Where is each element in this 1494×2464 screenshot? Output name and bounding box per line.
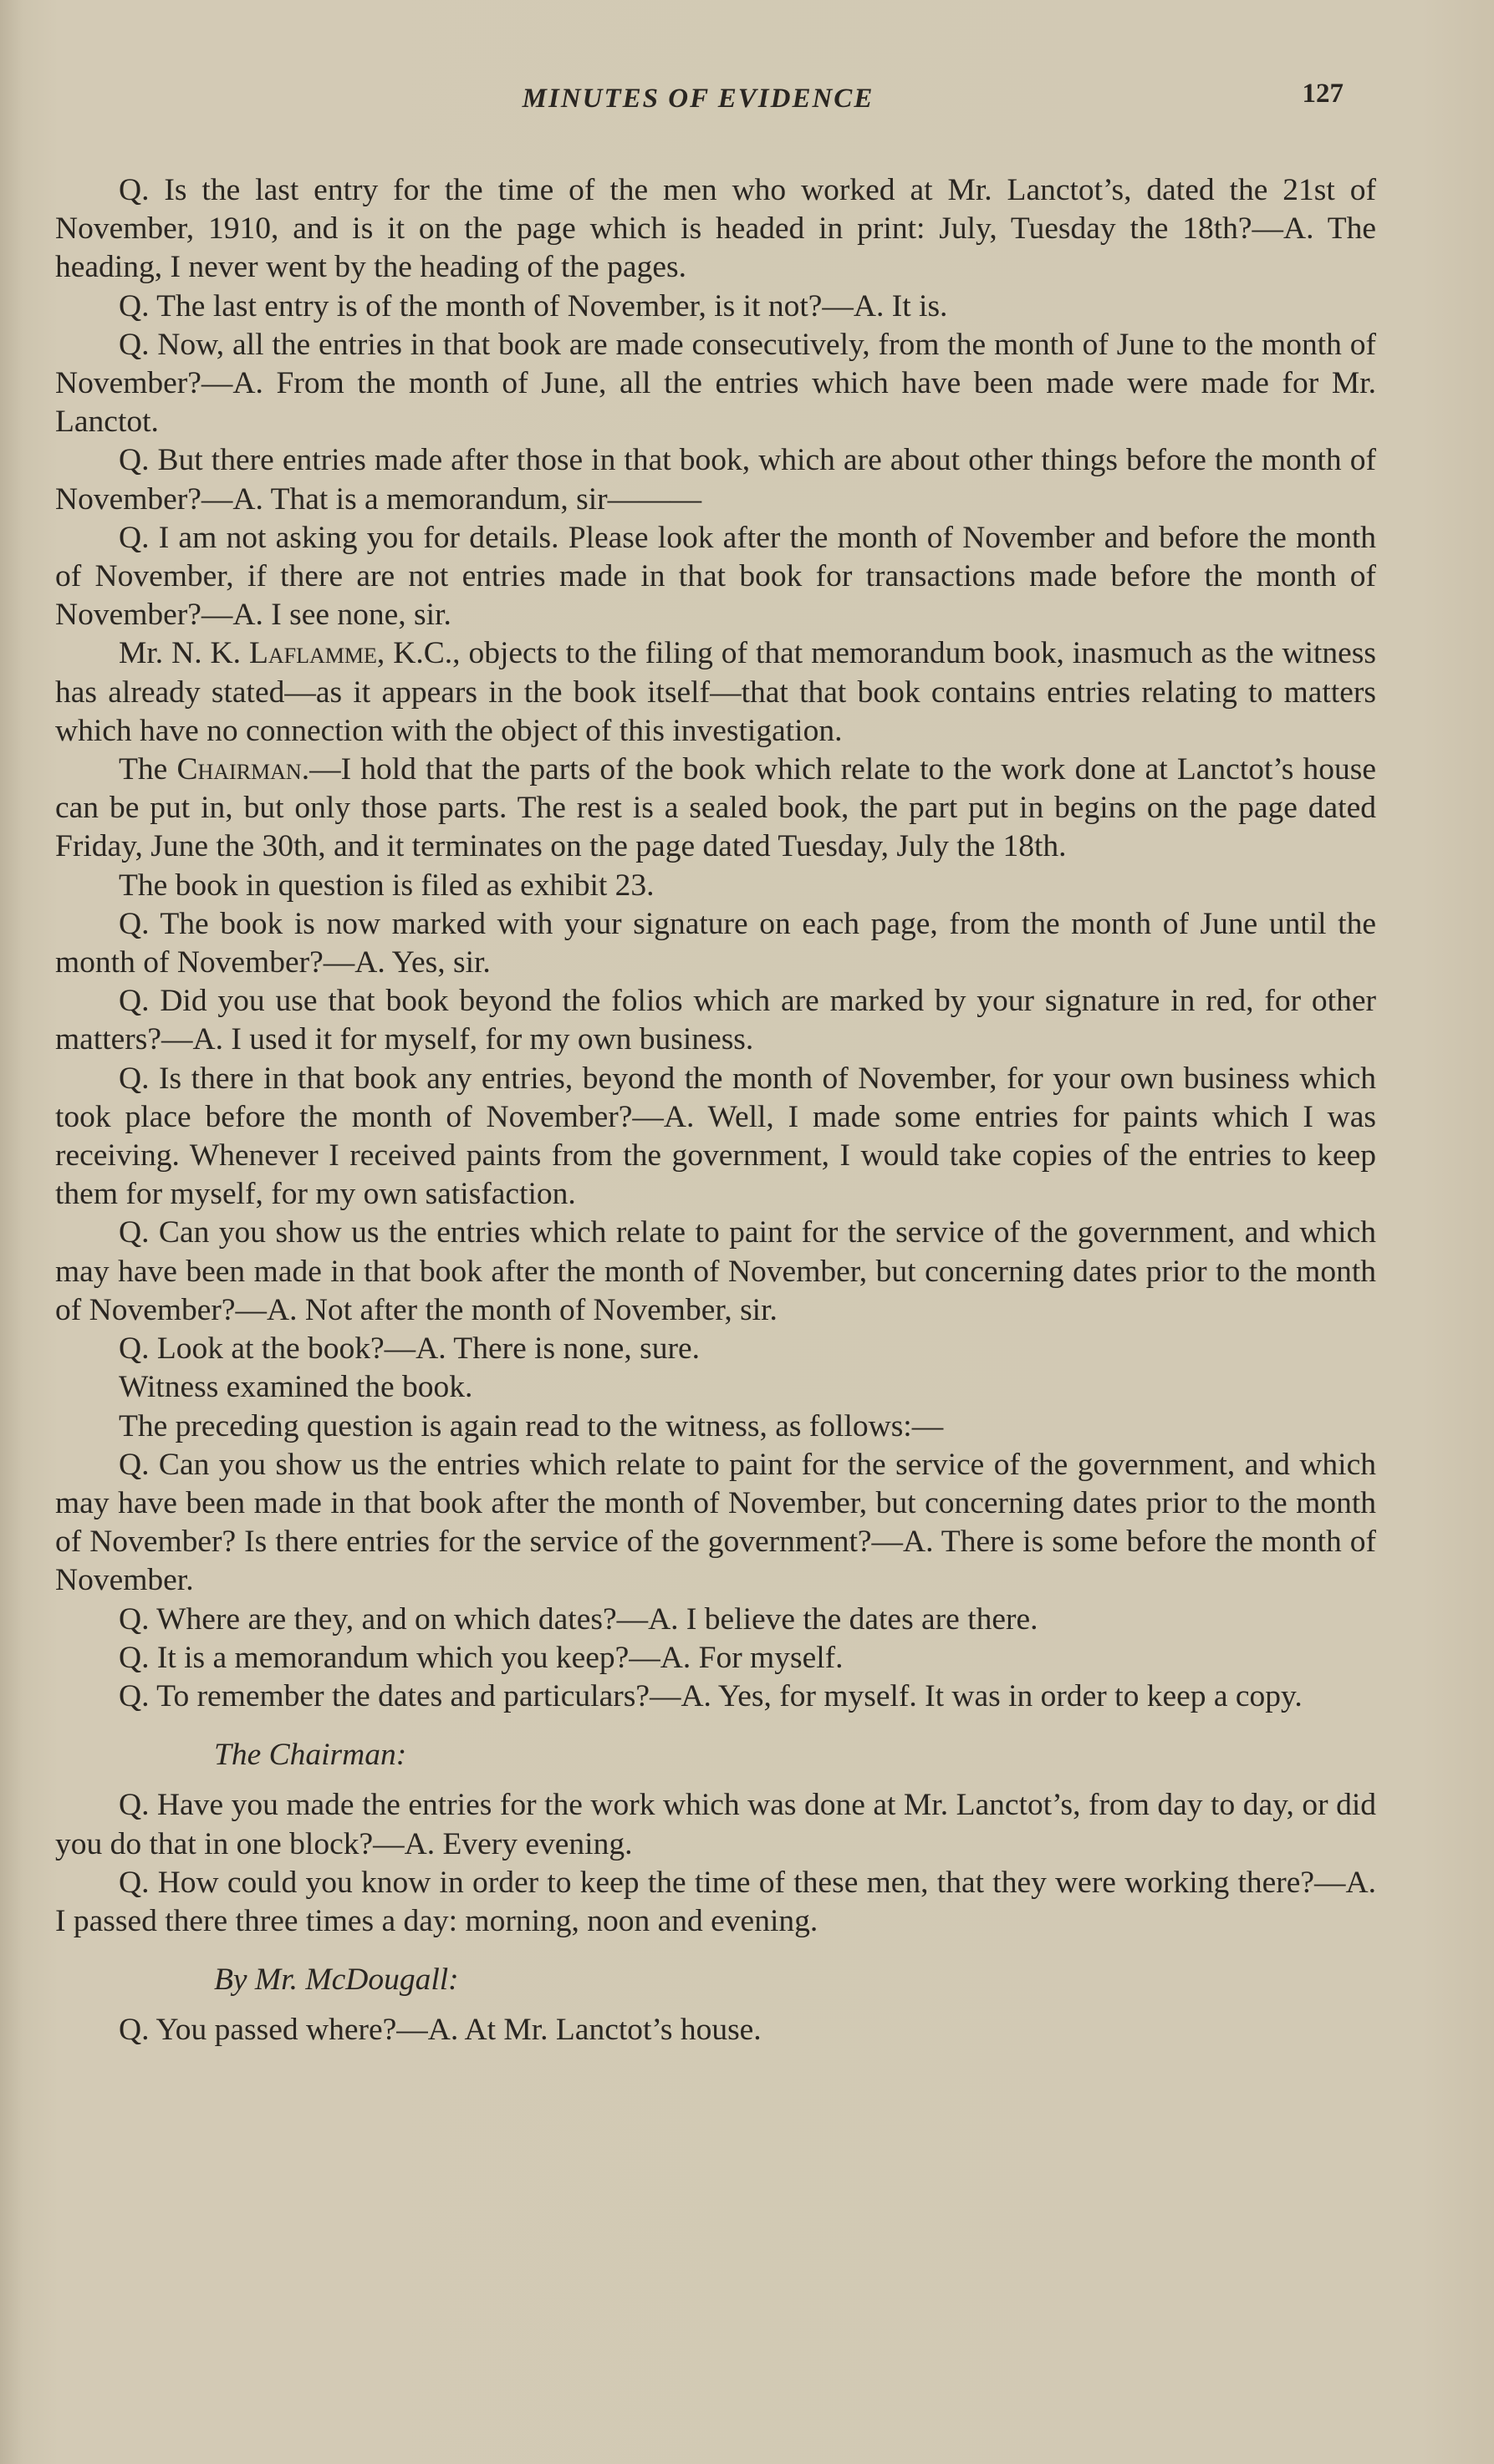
paragraph: Q. How could you know in order to keep the time of these men, that they were working there?—A. I passed there three times a day: morning, noon and evening. [55, 1865, 1376, 1938]
paragraph: Q. To remember the dates and particulars?—A. Yes, for myself. It was in order to keep a copy. [119, 1678, 1303, 1713]
paragraph: Q. You passed where?—A. At Mr. Lanctot’s house. [119, 2013, 762, 2048]
minutes-body [55, 171, 1376, 2050]
paragraph: Q. Is there in that book any entries, beyond the month of November, for your own business which took place before the month of November?—A. Well, I made some entries for paints which I was receiving. Whenever I received paints from the government, I would take copies of the entries to keep them for myself, for my own satisfaction. [55, 1061, 1376, 1212]
page-number: 127 [1302, 79, 1344, 109]
paragraph: Q. The last entry is of the month of November, is it not?—A. It is. [119, 288, 948, 323]
objection-paragraph [55, 634, 1376, 751]
paragraph: Q. Is the last entry for the time of the men who worked at Mr. Lanctot’s, dated the 21st of November, 1910, and is it on the page which is headed in print: July, Tuesday the 18th?—A. The heading, I never went by the heading of the pages. [55, 173, 1376, 285]
speaker-heading: By Mr. McDougall: [214, 1963, 459, 1998]
paragraph: Q. But there entries made after those in that book, which are about other things before the month of November?—A. That is a memorandum, sir——— [55, 443, 1376, 517]
paragraph: Q. Where are they, and on which dates?—A. I believe the dates are there. [119, 1601, 1038, 1637]
running-head [0, 79, 1494, 134]
paragraph: Witness examined the book. [119, 1370, 473, 1405]
objector-name: Laflamme [248, 636, 377, 671]
paragraph: Q. Look at the book?—A. There is none, sure. [119, 1331, 700, 1367]
paragraph: Q. The book is now marked with your signature on each page, from the month of June until the month of November?—A. Yes, sir. [55, 906, 1376, 980]
chairman-name: Chairman [176, 752, 302, 787]
speaker-heading: The Chairman: [214, 1738, 407, 1773]
objection-prefix: Mr. N. K. [119, 636, 241, 671]
ruling-prefix: The [119, 752, 168, 787]
objection-text: , K.C., objects to the filing of that memorandum book, inasmuch as the witness has already stated—as it appears in the book itself—that that book contains entries relating to matters which have no connection with the object of this investigation. [55, 636, 1376, 748]
paragraph: Q. Can you show us the entries which relate to paint for the service of the government, and which may have been made in that book after the month of November, but concerning dates prior to the month of November?—A. Not after the month of November, sir. [55, 1215, 1376, 1327]
paragraph: Q. Now, all the entries in that book are made consecutively, from the month of June to the month of November?—A. From the month of June, all the entries which have been made were made for Mr. Lanctot. [55, 327, 1376, 440]
paragraph: The book in question is filed as exhibit 23. [119, 868, 655, 903]
running-title: MINUTES OF EVIDENCE [522, 84, 874, 114]
paragraph: Q. It is a memorandum which you keep?—A. For myself. [119, 1640, 844, 1675]
paragraph: Q. Can you show us the entries which relate to paint for the service of the government, and which may have been made in that book after the month of November, but concerning dates prior to the month of November? Is there entries for the service of the government?—A. There is some before the month of November. [55, 1447, 1376, 1598]
paragraph: The preceding question is again read to the witness, as follows:— [119, 1408, 944, 1443]
paragraph: Q. Did you use that book beyond the folios which are marked by your signature in red, for other matters?—A. I used it for myself, for my own business. [55, 984, 1376, 1057]
chairman-ruling [55, 751, 1376, 867]
paragraph: Q. Have you made the entries for the work which was done at Mr. Lanctot’s, from day to day, or did you do that in one block?—A. Every evening. [55, 1788, 1376, 1861]
ruling-text: .—I hold that the parts of the book which relate to the work done at Lanctot’s house can be put in, but only those parts. The rest is a sealed book, the part put in begins on the page dated Friday, June the 30th, and it terminates on the page dated Tuesday, July the 18th. [55, 752, 1377, 864]
paragraph: Q. I am not asking you for details. Please look after the month of November and before the month of November, if there are not entries made in that book for transactions made before the month of November?—A. I see none, sir. [55, 520, 1376, 633]
